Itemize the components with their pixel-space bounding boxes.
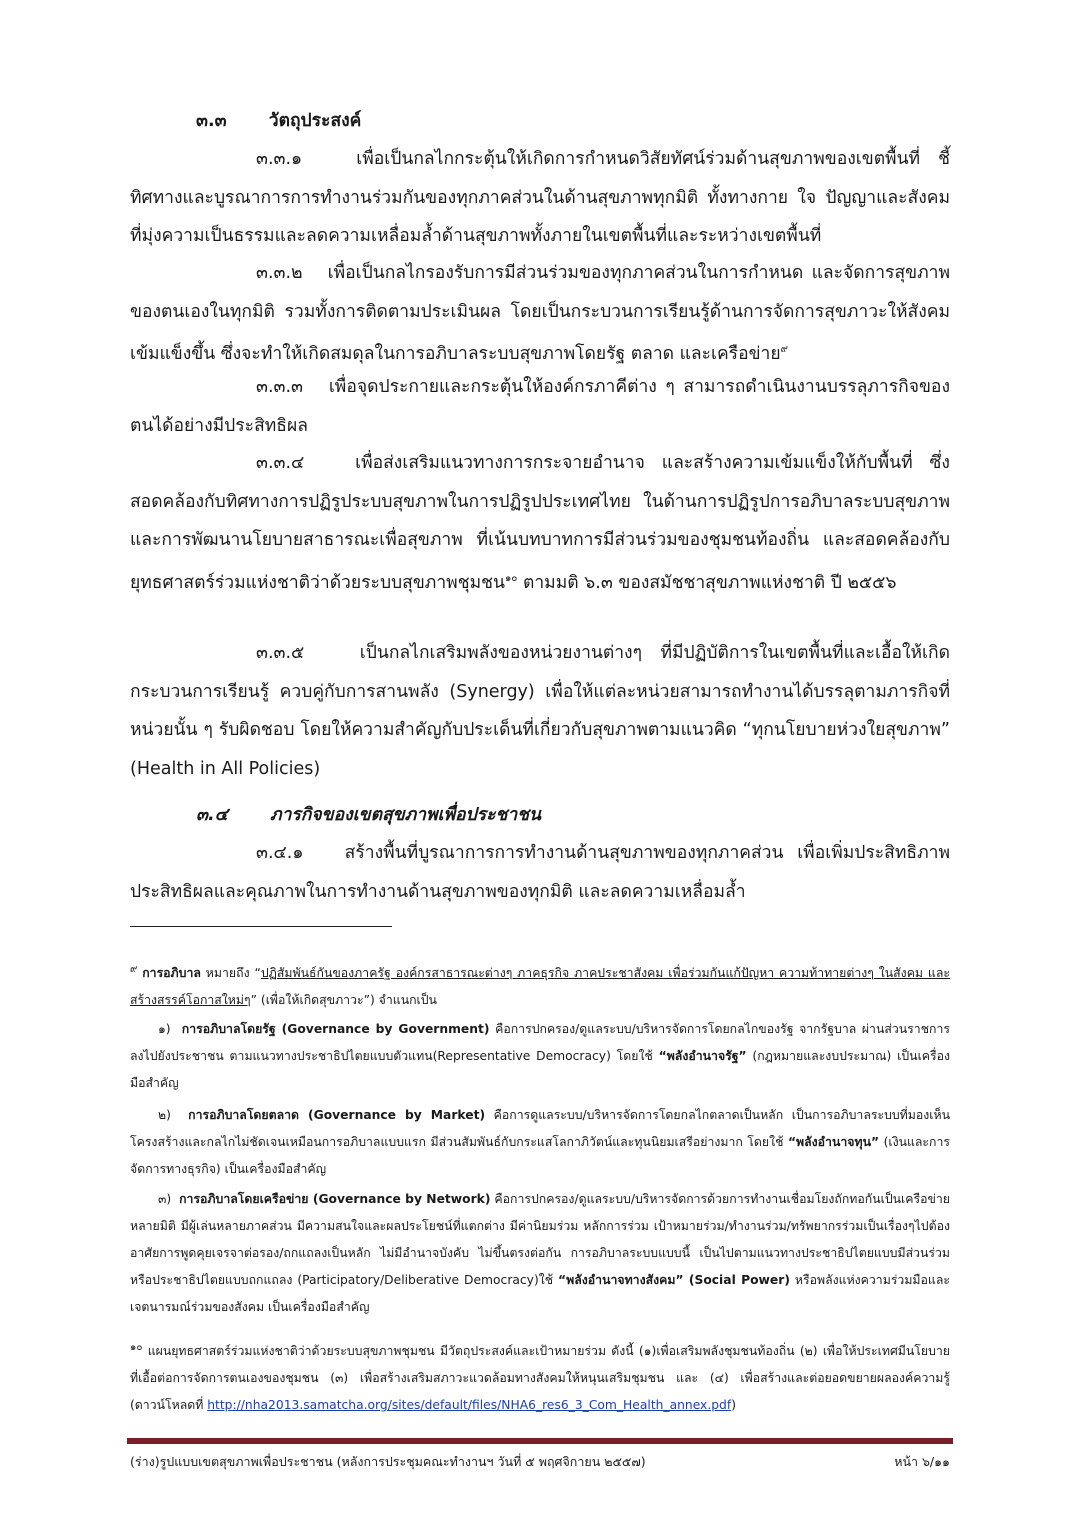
item-number: ๓.๓.๔: [256, 453, 305, 473]
paragraph-text: สร้างพื้นที่บูรณาการการทำงานด้านสุขภาพของทุกภาคส่วน เพื่อเพิ่มประสิทธิภาพ ประสิทธิผลและคุณภาพในการทำงานด้านสุขภาพของทุกมิติ และลดความเหลื่อมล้ำ: [130, 843, 950, 902]
section-heading-3-4: [196, 800, 541, 828]
item-text: คือการดูแลระบบ/บริหารจัดการโดยกลไกตลาดเป็นหลัก เป็นการอภิบาลระบบที่มองเห็นโครงสร้างและกลไกไม่ชัดเจนเหมือนการอภิบาลแบบแรก มีส่วนสัมพันธ์กับกระแสโลกาภิวัตน์และทุนนิยมเสรีอย่างมาก โดยใช้: [130, 1108, 950, 1149]
item-number: ๓.๓.๓: [256, 377, 304, 397]
footnote-text: ): [731, 1398, 736, 1413]
item-term: การอภิบาลโดยเครือข่าย (Governance by Network): [179, 1192, 491, 1206]
item-text: (เงินและการจัดการทางธุรกิจ) เป็นเครื่องมือสำคัญ: [130, 1135, 950, 1176]
footer-rule: [127, 1438, 953, 1444]
section-title: ภารกิจของเขตสุขภาพเพื่อประชาชน: [270, 805, 542, 825]
footnote-mark: ๑๐: [130, 1342, 143, 1353]
item-bold: “พลังอำนาจทุน”: [787, 1135, 880, 1149]
item-number: ๓.๓.๑: [256, 149, 303, 169]
item-term: การอภิบาลโดยตลาด (Governance by Market): [188, 1108, 486, 1122]
paragraph-text: เพื่อจุดประกายและกระตุ้นให้องค์กรภาคีต่าง ๆ สามารถดำเนินงานบรรลุภารกิจของตนได้อย่างมีประสิทธิผล: [130, 377, 950, 436]
paragraph-text: เป็นกลไกเสริมพลังของหน่วยงานต่างๆ ที่มีปฏิบัติการในเขตพื้นที่และเอื้อให้เกิดกระบวนการเรียนรู้ ควบคู่กับการสานพลัง (Synergy) เพื่อให้แต่ละหน่วยสามารถทำงานได้บรรลุตามภารกิจที่หน่วยนั้น ๆ รับผิดชอบ โดยให้ความสำคัญกับประเด็นที่เกี่ยวกับสุขภาพตามแนวคิด “ทุกนโยบายห่วงใยสุขภาพ” (Health in All Policies): [130, 643, 950, 779]
item-bold: “พลังอำนาจทางสังคม” (Social Power): [558, 1273, 790, 1287]
footnote-10: [130, 1334, 950, 1419]
section-number: ๓.๓: [196, 111, 227, 131]
paragraph-3-3-5: [130, 634, 950, 788]
item-number: ๑): [158, 1022, 171, 1036]
footnote-ref-9[interactable]: ๙: [780, 344, 788, 355]
paragraph-3-4-1: [130, 834, 950, 911]
item-text: คือการปกครอง/ดูแลระบบ/บริหารจัดการโดยกลไกของรัฐ จากรัฐบาล ผ่านส่วนราชการลงไปยังประชาชน ตามแนวทางประชาธิปไตยแบบตัวแทน(Representative Democracy) โดยใช้: [130, 1022, 950, 1063]
section-title: วัตถุประสงค์: [268, 111, 362, 131]
footnote-text: หมายถึง “: [200, 966, 261, 981]
item-number: ๓.๔.๑: [256, 843, 304, 863]
paragraph-3-3-3: [130, 368, 950, 445]
paragraph-text: เพื่อเป็นกลไกกระตุ้นให้เกิดการกำหนดวิสัยทัศน์ร่วมด้านสุขภาพของเขตพื้นที่ ชี้ทิศทางและบูรณาการการทำงานร่วมกันของทุกภาคส่วนในด้านสุขภาพทุกมิติ ทั้งทางกาย ใจ ปัญญาและสังคม ที่มุ่งความเป็นธรรมและลดความเหลื่อมล้ำด้านสุขภาพทั้งภายในเขตพื้นที่และระหว่างเขตพื้นที่: [130, 149, 950, 246]
paragraph-text: เพื่อเป็นกลไกรองรับการมีส่วนร่วมของทุกภาคส่วนในการกำหนด และจัดการสุขภาพของตนเองในทุกมิติ รวมทั้งการติดตามประเมินผล โดยเป็นกระบวนการเรียนรู้ด้านการจัดการสุขภาวะให้สังคมเข้มแข็งขึ้น ซึ่งจะทำให้เกิดสมดุลในการอภิบาลระบบสุขภาพโดยรัฐ ตลาด และเครือข่าย: [130, 263, 950, 364]
footnote-item-3: [130, 1186, 950, 1321]
item-text: (กฎหมายและงบประมาณ) เป็นเครื่องมือสำคัญ: [130, 1049, 950, 1090]
footnote-item-2: [130, 1102, 950, 1183]
section-number: ๓.๔: [196, 805, 228, 825]
item-bold: “พลังอำนาจรัฐ”: [658, 1049, 747, 1063]
download-link[interactable]: http://nha2013.samatcha.org/sites/default/files/NHA6_res6_3_Com_Health_annex.pdf: [207, 1398, 732, 1413]
paragraph-3-3-2: [130, 254, 950, 373]
item-text: หรือพลังแห่งความร่วมมือและเจตนารมณ์ร่วมของสังคม เป็นเครื่องมือสำคัญ: [130, 1273, 950, 1314]
footer-document-title: (ร่าง)รูปแบบเขตสุขภาพเพื่อประชาชน (หลังการประชุมคณะทำงานฯ วันที่ ๕ พฤศจิกายน ๒๕๕๗): [130, 1454, 646, 1469]
item-term: การอภิบาลโดยรัฐ (Governance by Government): [181, 1022, 490, 1036]
item-number: ๓): [158, 1192, 172, 1206]
footnote-text: แผนยุทธศาสตร์ร่วมแห่งชาติว่าด้วยระบบสุขภาพชุมชน มีวัตถุประสงค์และเป้าหมายร่วม ดังนี้ (๑)เพื่อเสริมพลังชุมชนท้องถิ่น (๒) เพื่อให้ประเทศมีนโยบายที่เอื้อต่อการจัดการตนเองของชุมชน (๓) เพื่อสร้างเสริมสภาวะแวดล้อมทางสังคมให้หนุนเสริมชุมชน และ (๔) เพื่อสร้างและต่อยอดขยายผลองค์ความรู้ (ดาวน์โหลดที่: [130, 1344, 950, 1413]
footnote-definition: ปฏิสัมพันธ์กันของภาครัฐ องค์กรสาธารณะต่างๆ ภาคธุรกิจ ภาคประชาสังคม เพื่อร่วมกันแก้ปัญหา ความท้าทายต่างๆ ในสังคม และสร้างสรรค์โอกาสใหม่ๆ: [130, 966, 950, 1008]
footnote-item-1: [130, 1016, 950, 1097]
footnote-term: การอภิบาล: [142, 966, 201, 981]
item-text: คือการปกครอง/ดูแลระบบ/บริหารจัดการด้วยการทำงานเชื่อมโยงถักทอกันเป็นเครือข่ายหลายมิติ มีผู้เล่นหลายภาคส่วน มีความสนใจและผลประโยชน์ที่แตกต่าง มีค่านิยมร่วม หลักการร่วม เป้าหมายร่วม/ทำงานร่วม/ทรัพยากรร่วมเป็นเรื่องๆไปต้องอาศัยการพูดคุยเจรจาต่อรอง/ถกแถลงเป็นหลัก ไม่มีอำนาจบังคับ ไม่ขึ้นตรงต่อกัน การอภิบาลระบบแบบนี้ เป็นไปตามแนวทางประชาธิปไตยแบบมีส่วนร่วม หรือประชาธิปไตยแบบถกแถลง (Participatory/Deliberative Democracy)ใช้: [130, 1192, 950, 1287]
paragraph-text: เพื่อส่งเสริมแนวทางการกระจายอำนาจ และสร้างความเข้มแข็งให้กับพื้นที่ ซึ่งสอดคล้องกับทิศทางการปฏิรูประบบสุขภาพในการปฏิรูปประเทศไทย ในด้านการปฏิรูปการอภิบาลระบบสุขภาพและการพัฒนานโยบายสาธารณะเพื่อสุขภาพ ที่เน้นบทบาทการมีส่วนร่วมของชุมชนท้องถิ่น และสอดคล้องกับยุทธศาสตร์ร่วมแห่งชาติว่าด้วยระบบสุขภาพชุมชน: [130, 453, 950, 593]
item-number: ๓.๓.๕: [256, 643, 305, 663]
page-number: หน้า ๖/๑๑: [894, 1454, 950, 1469]
paragraph-text-cont: ตามมติ ๖.๓ ของสมัชชาสุขภาพแห่งชาติ ปี ๒๕๕๖: [517, 572, 897, 593]
paragraph-3-3-1: [130, 140, 950, 256]
footnote-text: ” (เพื่อให้เกิดสุขภาวะ”) จำแนกเป็น: [250, 993, 437, 1008]
paragraph-3-3-4: [130, 444, 950, 602]
footnote-separator: [130, 926, 392, 927]
item-number: ๒): [158, 1108, 171, 1122]
section-heading-3-3: [196, 106, 361, 134]
footnote-mark: ๙: [130, 964, 138, 975]
footnote-ref-10[interactable]: ๑๐: [504, 572, 518, 584]
footnote-9: [130, 956, 950, 1014]
item-number: ๓.๓.๒: [256, 263, 303, 283]
